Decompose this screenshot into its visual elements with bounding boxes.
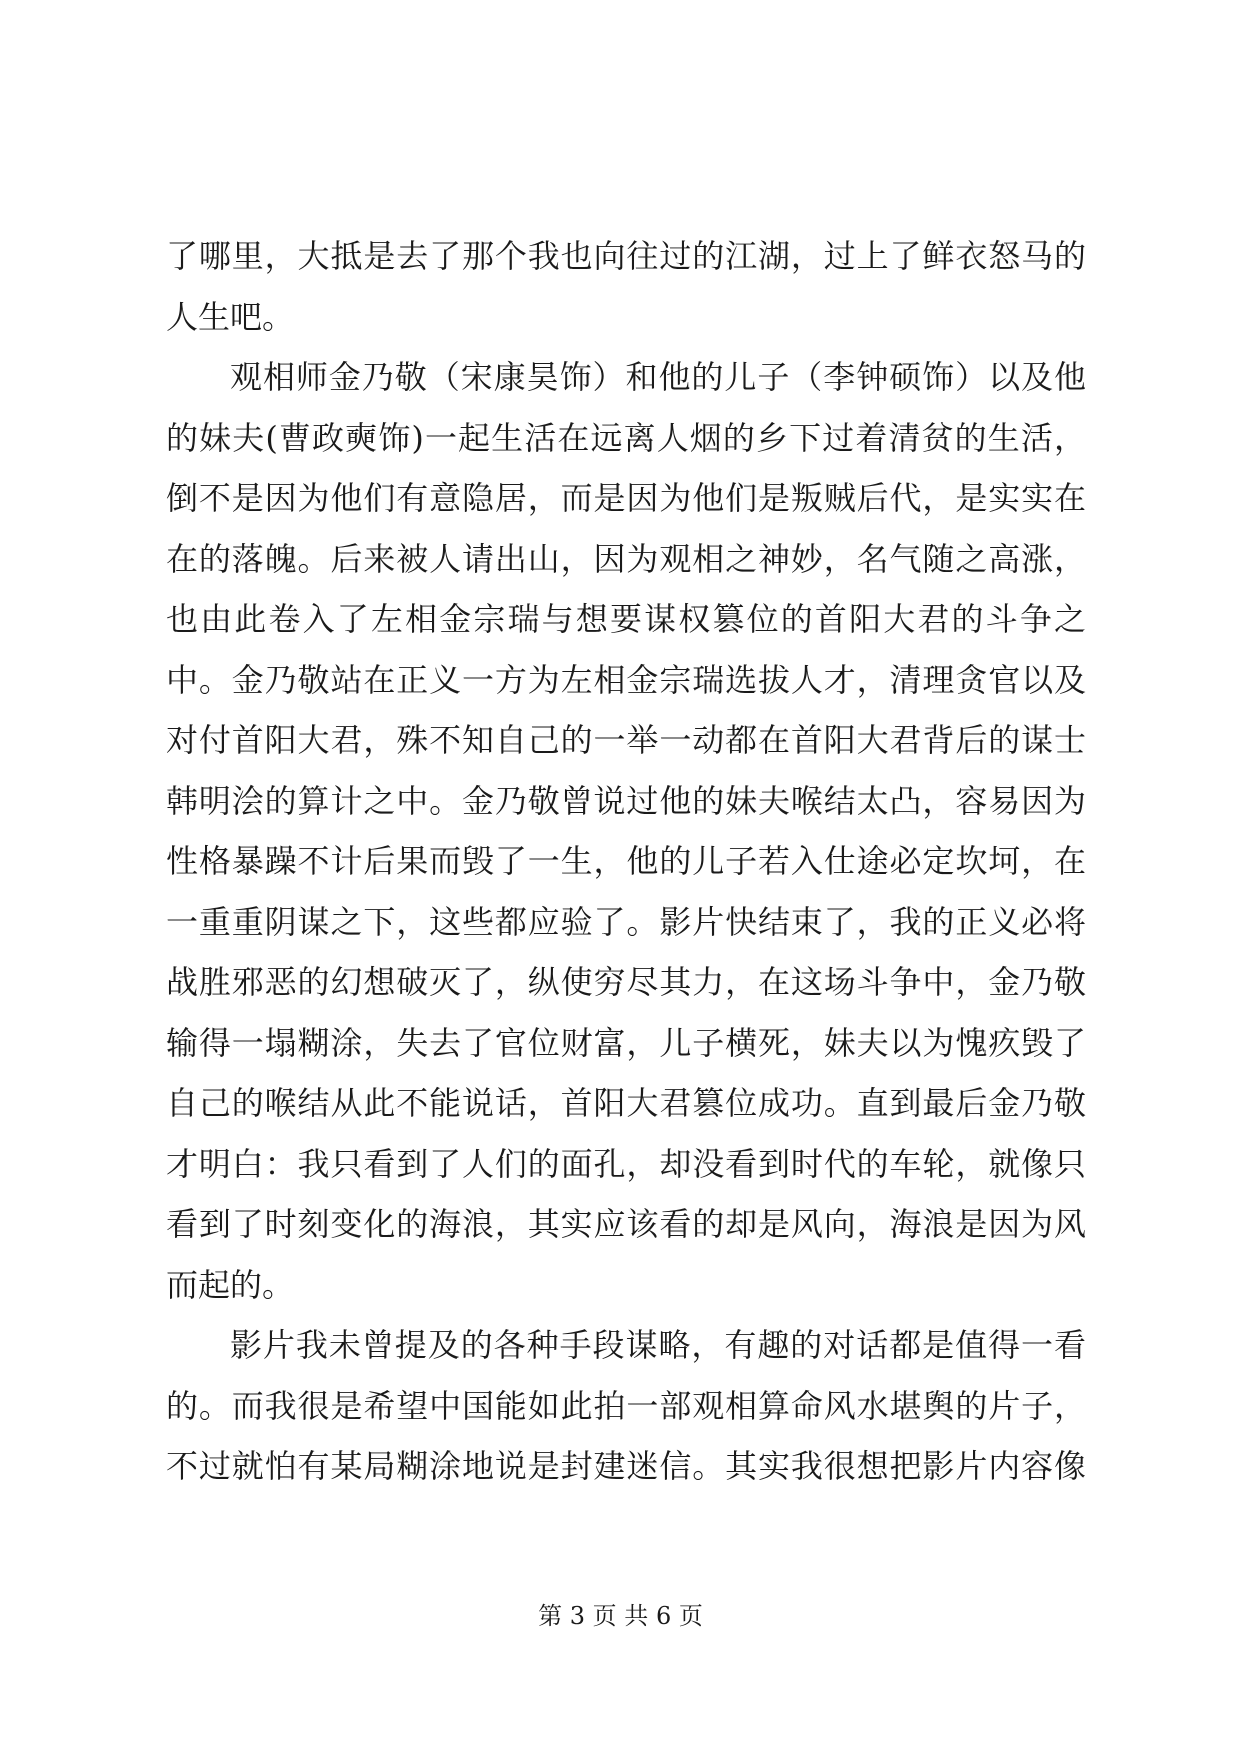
text-line: 而起的。	[166, 1265, 295, 1304]
text-line: 人生吧。	[166, 297, 295, 336]
text-line: 输得一塌糊涂，失去了官位财富，儿子横死，妹夫以为愧疚毁了	[166, 1023, 1086, 1062]
text-line: 的妹夫(曹政奭饰)一起生活在远离人烟的乡下过着清贫的生活，	[166, 418, 1086, 457]
text-line: 在的落魄。后来被人请出山，因为观相之神妙，名气随之高涨，	[166, 539, 1086, 578]
text-line: 看到了时刻变化的海浪，其实应该看的却是风向，海浪是因为风	[166, 1205, 1086, 1243]
text-line: 了哪里，大抵是去了那个我也向往过的江湖，过上了鲜衣怒马的	[166, 237, 1086, 275]
text-line: 的。而我很是希望中国能如此拍一部观相算命风水堪舆的片子，	[166, 1386, 1086, 1425]
text-line: 不过就怕有某局糊涂地说是封建迷信。其实我很想把影片内容像	[166, 1447, 1086, 1485]
text-line: 中。金乃敬站在正义一方为左相金宗瑞选拔人才，清理贪官以及	[166, 660, 1086, 699]
body-text	[166, 226, 1086, 1497]
text-line: 才明白：我只看到了人们的面孔，却没看到时代的车轮，就像只	[166, 1144, 1086, 1183]
text-line: 影片我未曾提及的各种手段谋略，有趣的对话都是值得一看	[230, 1326, 1086, 1364]
text-line: 自己的喉结从此不能说话，首阳大君篡位成功。直到最后金乃敬	[166, 1084, 1086, 1122]
text-line: 观相师金乃敬（宋康昊饰）和他的儿子（李钟硕饰）以及他	[230, 358, 1086, 396]
text-line: 也由此卷入了左相金宗瑞与想要谋权篡位的首阳大君的斗争之	[166, 600, 1086, 638]
text-line: 对付首阳大君，殊不知自己的一举一动都在首阳大君背后的谋士	[166, 721, 1086, 759]
text-line: 一重重阴谋之下，这些都应验了。影片快结束了，我的正义必将	[166, 902, 1086, 941]
text-line: 倒不是因为他们有意隐居，而是因为他们是叛贼后代，是实实在	[166, 479, 1086, 517]
page-footer: 第 3 页 共 6 页	[538, 1602, 703, 1630]
text-line: 韩明浍的算计之中。金乃敬曾说过他的妹夫喉结太凸，容易因为	[166, 781, 1086, 820]
text-line: 战胜邪恶的幻想破灭了，纵使穷尽其力，在这场斗争中，金乃敬	[166, 963, 1086, 1001]
text-line: 性格暴躁不计后果而毁了一生，他的儿子若入仕途必定坎坷，在	[166, 842, 1086, 880]
